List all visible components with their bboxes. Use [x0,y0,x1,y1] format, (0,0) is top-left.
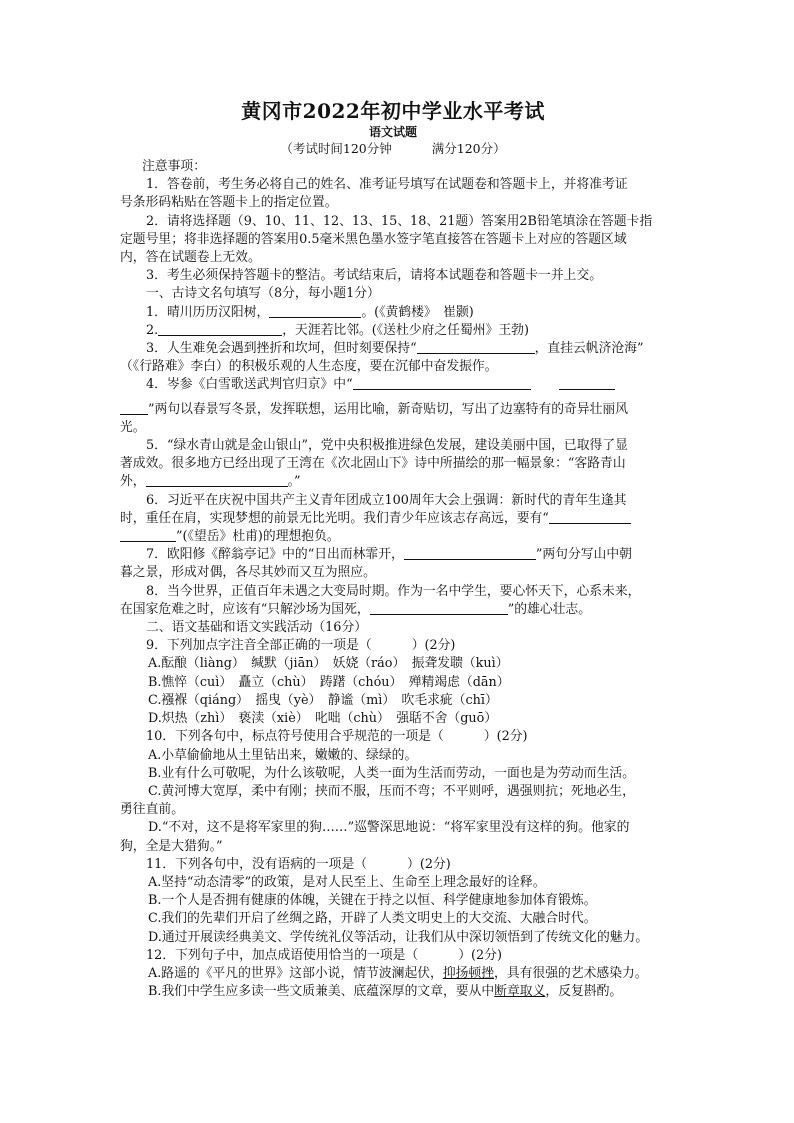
question-5: 5．“绿水青山就是金山银山”，党中央积极推进绿色发展，建设美丽中国，已取得了显 [146,438,628,454]
idiom-underlined: 抑扬顿挫 [442,965,495,981]
question-4: 4．岑参《白雪歌送武判官归京》中“ [120,376,666,394]
section-heading: 一、古诗文名句填写（8分，每小题1分） [146,286,380,302]
question-7: 7．欧阳修《醉翁亭记》中的“日出而林霏开， ”两句分写山中朝 [146,547,632,563]
option-D: D.炽热（zhì） 亵渎（xiè） 叱咄（chù） 强聒不舍（guō） [148,711,498,727]
notice-line: 内，答在试题卷上无效。 [120,250,261,266]
answer-blank[interactable] [549,511,631,524]
option-C: C.襁褓（qiáng） 摇曳（yè） 静谧（mì） 吹毛求疵（chī） [148,692,498,708]
answer-blank[interactable] [370,602,508,615]
answer-blank[interactable] [404,547,536,560]
option-D: D.“不对，这不是将军家里的狗……”巡警深思地说：“将军家里没有这样的狗。他家的 [148,820,630,836]
option-D: D.通过开展读经典美文、学传统礼仪等活动，让我们从中深切领悟到了传统文化的魅力。 [148,929,649,945]
notice-line: 1．答卷前，考生务必将自己的姓名、准考证号填写在试题卷和答题卡上，并将准考证 [146,177,628,193]
question-5-end: 外， 。” [120,474,301,490]
question-10: 10．下列各句中，标点符号使用合乎规范的一项是（ ）(2分) [146,729,528,745]
notice-line: 2．请将选择题（9、10、11、12、13、15、18、21题）答案用2B铅笔填涂在答题卡指 [146,213,653,229]
idiom-underlined: 断章取义 [494,984,546,1000]
option-A: A.坚持“动态清零”的政策，是对人民至上、生命至上理念最好的诠释。 [148,874,546,890]
notice-line: 号条形码粘贴在答题卡上的指定位置。 [120,195,338,211]
answer-blank[interactable] [158,323,282,336]
question-8: 8．当今世界，正值百年未遇之大变局时期。作为一名中学生，要心怀天下，心系未来， [146,583,641,599]
question-12: 12．下列句子中，加点成语使用恰当的一项是（ ）(2分) [146,947,502,963]
question-5-cont: 著成效。很多地方已经出现了王湾在《次北固山下》诗中所描绘的那一幅景象：“客路青山 [120,456,626,472]
question-1: 1．晴川历历汉阳树， 。(《黄鹤楼》 崔颢) [146,304,474,320]
answer-blank[interactable] [269,305,361,318]
exam-score: 满分120分） [431,141,506,156]
exam-title: 黄冈市2022年初中学业水平考试 [241,99,545,123]
question-3-cont: （《行路难》李白）的积极乐观的人生态度，要在沉郁中奋发振作。 [120,359,498,375]
option-C: C.我们的先辈们开启了丝绸之路，开辟了人类文明史上的大交流、大融合时代。 [148,911,597,927]
question-2: 2. ，天涯若比邻。(《送杜少府之任蜀州》王勃) [146,322,529,338]
notice-heading: 注意事项： [142,159,206,174]
question-6-cont: 时，重任在肩，实现梦想的前景无比光明。我们青少年应该志存高远，要有“ [120,510,666,528]
option-C: C.黄河博大宽厚，柔中有刚；挟而不服，压而不弯；不平则呼，遇强则抗；死地必生， [148,783,635,799]
answer-blank[interactable] [120,529,176,542]
question-4-cont: ”两句以春景写冬景，发挥联想，运用比喻，新奇贴切，写出了边塞特有的奇异壮丽风 [120,401,666,419]
option-B: B.我们中学生应多读一些文质兼美、底蕴深厚的文章，要从中断章取义，反复斟酌。 [148,984,623,1000]
answer-blank[interactable] [559,377,615,390]
question-4-end: 光。 [120,419,146,435]
answer-blank[interactable] [417,341,535,354]
answer-blank[interactable] [353,377,531,390]
exam-time-info [120,140,666,158]
answer-blank[interactable] [146,474,288,487]
option-C-cont: 勇往直前。 [120,802,184,818]
question-6: 6．习近平在庆祝中国共产主义青年团成立100周年大会上强调：新时代的青年生逢其 [146,492,627,508]
question-6-end: ”(《望岳》杜甫)的理想抱负。 [120,528,666,546]
option-D-cont: 狗，全是大猎狗。” [120,838,223,854]
option-B: B.憔悴（cuì） 矗立（chù） 踌躇（chóu） 殚精竭虑（dān） [148,674,510,690]
option-A: A.酝酿（liàng） 缄默（jiān） 妖娆（ráo） 振聋发聩（kuì） [148,656,509,672]
question-11: 11．下列各句中，没有语病的一项是（ ）(2分) [146,856,451,872]
exam-duration: （考试时间120分钟 [280,141,392,156]
question-7-cont: 暮之景，形成对偶，各尽其妙而又互为照应。 [120,565,376,581]
option-B: B.一个人是否拥有健康的体魄，关键在于持之以恒、科学健康地参加体育锻炼。 [148,893,597,909]
answer-blank[interactable] [120,402,148,415]
question-3: 3．人生难免会遇到挫折和坎坷，但时刻要保持“ ，直挂云帆济沧海” [146,341,644,357]
question-8-cont: 在国家危难之时，应该有“只解沙场为国死， ”的雄心壮志。 [120,601,592,617]
option-B: B.业有什么可敬呢，为什么该敬呢，人类一面为生活而劳动，一面也是为劳动而生活。 [148,765,635,781]
question-9: 9．下列加点字注音全部正确的一项是（ ）(2分) [146,638,456,654]
exam-page [120,98,666,1001]
notice-line: 3．考生必须保持答题卡的整洁。考试结束后，请将本试题卷和答题卡一并上交。 [146,268,603,284]
section-heading: 二、语文基础和语文实践活动（16分） [146,620,368,636]
option-A: A.小草偷偷地从土里钻出来，嫩嫩的、绿绿的。 [148,747,418,763]
exam-subtitle: 语文试题 [368,125,417,139]
option-A: A.路遥的《平凡的世界》这部小说，情节波澜起伏，抑扬顿挫，具有很强的艺术感染力。 [148,965,648,981]
notice-line: 定题号里；将非选择题的答案用0.5毫米黑色墨水签字笔直接答在答题卡上对应的答题区域 [120,231,627,247]
